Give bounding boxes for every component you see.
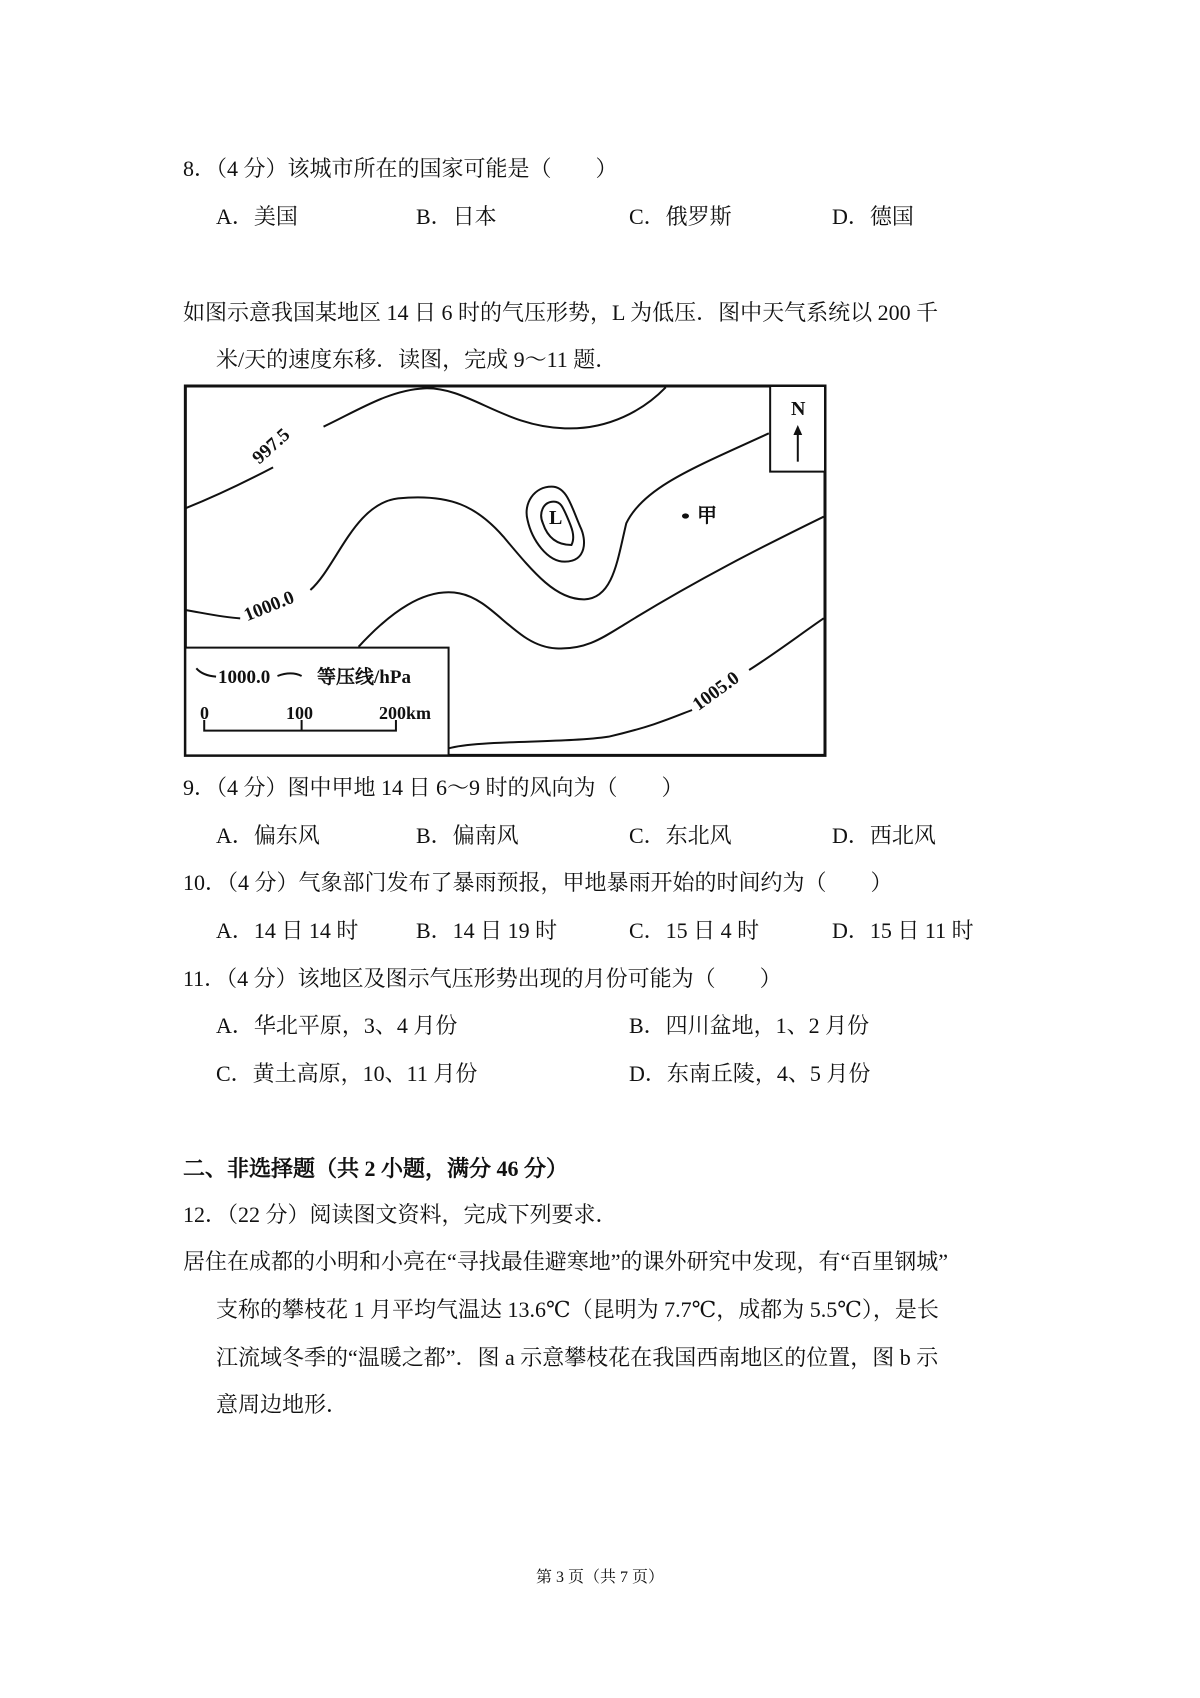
- north-label: N: [791, 398, 806, 420]
- isobar-1005-b: [749, 618, 824, 670]
- question-12-stem: 12．（22 分）阅读图文资料，完成下列要求．: [183, 1202, 618, 1227]
- isobar-label-1000: 1000.0: [240, 586, 298, 627]
- scale-tick-0: 0: [200, 703, 209, 723]
- q8-option-b: B．日本: [416, 204, 497, 229]
- isobar-997-5-b: [324, 387, 666, 428]
- q8-option-c: C．俄罗斯: [629, 204, 732, 229]
- legend-box: [185, 648, 448, 756]
- place-dot: [682, 513, 689, 518]
- q12-text-line: 支称的攀枝花 1 月平均气温达 13.6℃（昆明为 7.7℃，成都为 5.5℃），是长: [216, 1297, 939, 1322]
- question-11-stem: 11．（4 分）该地区及图示气压形势出现的月份可能为（ ）: [183, 966, 782, 991]
- low-pressure-label: L: [549, 507, 563, 529]
- q12-text-line: 居住在成都的小明和小亮在“寻找最佳避寒地”的课外研究中发现，有“百里钢城”: [183, 1249, 949, 1274]
- q11-option-d: D．东南丘陵，4、5 月份: [629, 1061, 871, 1086]
- q10-option-c: C．15 日 4 时: [629, 918, 760, 943]
- q9-option-c: C．东北风: [629, 823, 732, 848]
- page-footer: 第 3 页（共 7 页）: [535, 1569, 664, 1586]
- legend-description: 等压线/hPa: [317, 667, 411, 688]
- q9-option-b: B．偏南风: [416, 823, 519, 848]
- question-10-stem: 10．（4 分）气象部门发布了暴雨预报，甲地暴雨开始的时间约为（ ）: [183, 870, 893, 895]
- q11-option-a: A．华北平原，3、4 月份: [216, 1013, 458, 1038]
- legend-sample-value: 1000.0: [218, 667, 271, 688]
- scale-tick-200km: 200km: [379, 703, 432, 723]
- q10-option-d: D．15 日 11 时: [832, 918, 974, 943]
- q10-option-a: A．14 日 14 时: [216, 918, 359, 943]
- isobar-1000-left: [185, 610, 240, 618]
- isobar-1002-5: [359, 517, 824, 649]
- q10-option-b: B．14 日 19 时: [416, 918, 558, 943]
- isobar-label-997-5: 997.5: [248, 424, 295, 469]
- q12-text-line: 江流域冬季的“温暖之都”．图 a 示意攀枝花在我国西南地区的位置，图 b 示: [216, 1345, 939, 1370]
- q8-option-d: D．德国: [832, 204, 914, 229]
- q12-text-line: 意周边地形．: [216, 1392, 349, 1417]
- q9-option-d: D．西北风: [832, 823, 936, 848]
- question-8-stem: 8．（4 分）该城市所在的国家可能是（ ）: [183, 156, 618, 181]
- isobar-1005-a: [449, 710, 692, 748]
- q11-option-b: B．四川盆地，1、2 月份: [629, 1013, 870, 1038]
- section-heading: 二、非选择题（共 2 小题，满分 46 分）: [183, 1156, 569, 1181]
- scale-tick-100: 100: [286, 703, 313, 723]
- question-9-stem: 9．（4 分）图中甲地 14 日 6～9 时的风向为（ ）: [183, 775, 684, 800]
- place-label-jia: 甲: [697, 505, 717, 527]
- q9-option-a: A．偏东风: [216, 823, 320, 848]
- intro-line-1: 如图示意我国某地区 14 日 6 时的气压形势，L 为低压．图中天气系统以 200 千: [183, 300, 939, 325]
- isobar-997-5: [185, 467, 273, 508]
- isobar-label-1005: 1005.0: [688, 667, 744, 716]
- q11-option-c: C．黄土高原，10、11 月份: [216, 1061, 478, 1086]
- intro-line-2: 米/天的速度东移．读图，完成 9～11 题．: [216, 347, 618, 372]
- q8-option-a: A．美国: [216, 204, 298, 229]
